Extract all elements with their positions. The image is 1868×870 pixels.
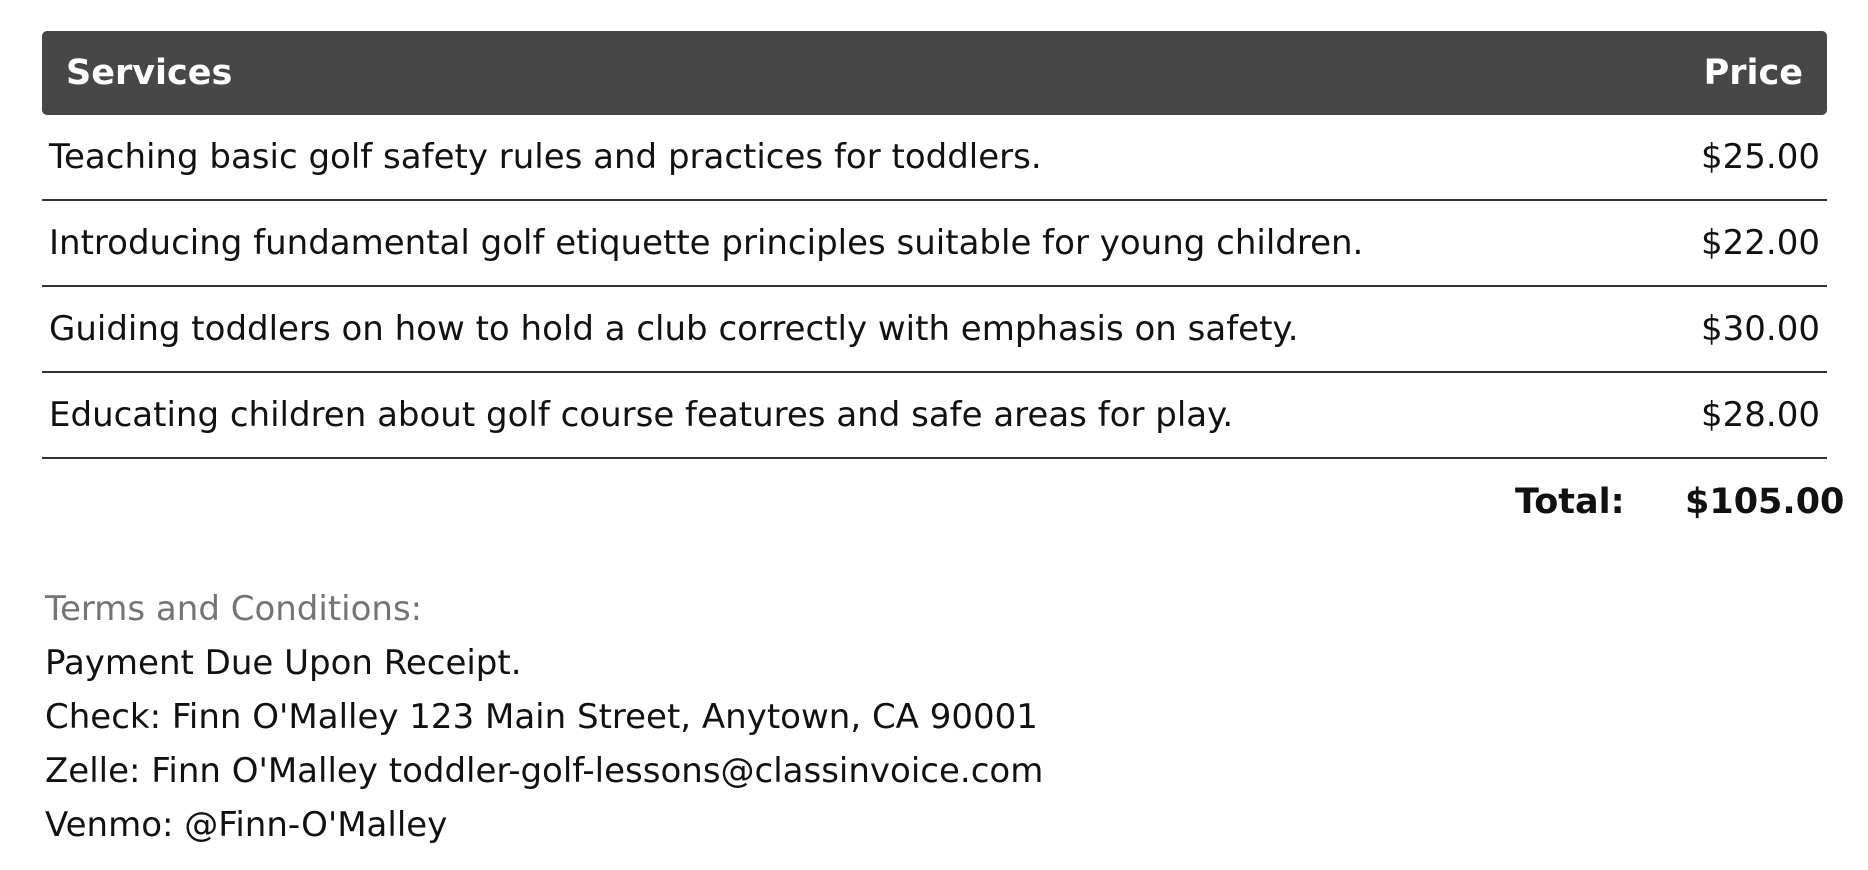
total-value: $105.00 (1685, 482, 1845, 522)
service-price: $25.00 (1701, 137, 1820, 177)
table-header (42, 31, 1827, 115)
total-label: Total: (1515, 482, 1625, 522)
service-row (42, 201, 1827, 287)
price-column-header: Price (1703, 53, 1803, 93)
service-description: Guiding toddlers on how to hold a club correctly with emphasis on safety. (49, 309, 1299, 349)
service-price: $22.00 (1701, 223, 1820, 263)
service-description: Teaching basic golf safety rules and practices for toddlers. (49, 137, 1042, 177)
invoice-services-table (42, 31, 1845, 545)
service-row (42, 287, 1827, 373)
service-price: $28.00 (1701, 395, 1820, 435)
service-description: Introducing fundamental golf etiquette principles suitable for young children. (49, 223, 1364, 263)
service-row (42, 373, 1827, 459)
total-row (42, 459, 1845, 545)
check-payment-line: Check: Finn O'Malley 123 Main Street, Anytown, CA 90001 (45, 697, 1038, 737)
services-column-header: Services (66, 53, 233, 93)
service-row (42, 115, 1827, 201)
venmo-payment-line: Venmo: @Finn-O'Malley (45, 805, 448, 845)
service-description: Educating children about golf course features and safe areas for play. (49, 395, 1234, 435)
service-rows (42, 115, 1827, 459)
payment-due-line: Payment Due Upon Receipt. (45, 643, 522, 683)
terms-and-conditions (45, 582, 1043, 852)
service-price: $30.00 (1701, 309, 1820, 349)
terms-heading: Terms and Conditions: (45, 589, 423, 629)
zelle-payment-line: Zelle: Finn O'Malley toddler-golf-lessons@classinvoice.com (45, 751, 1044, 791)
